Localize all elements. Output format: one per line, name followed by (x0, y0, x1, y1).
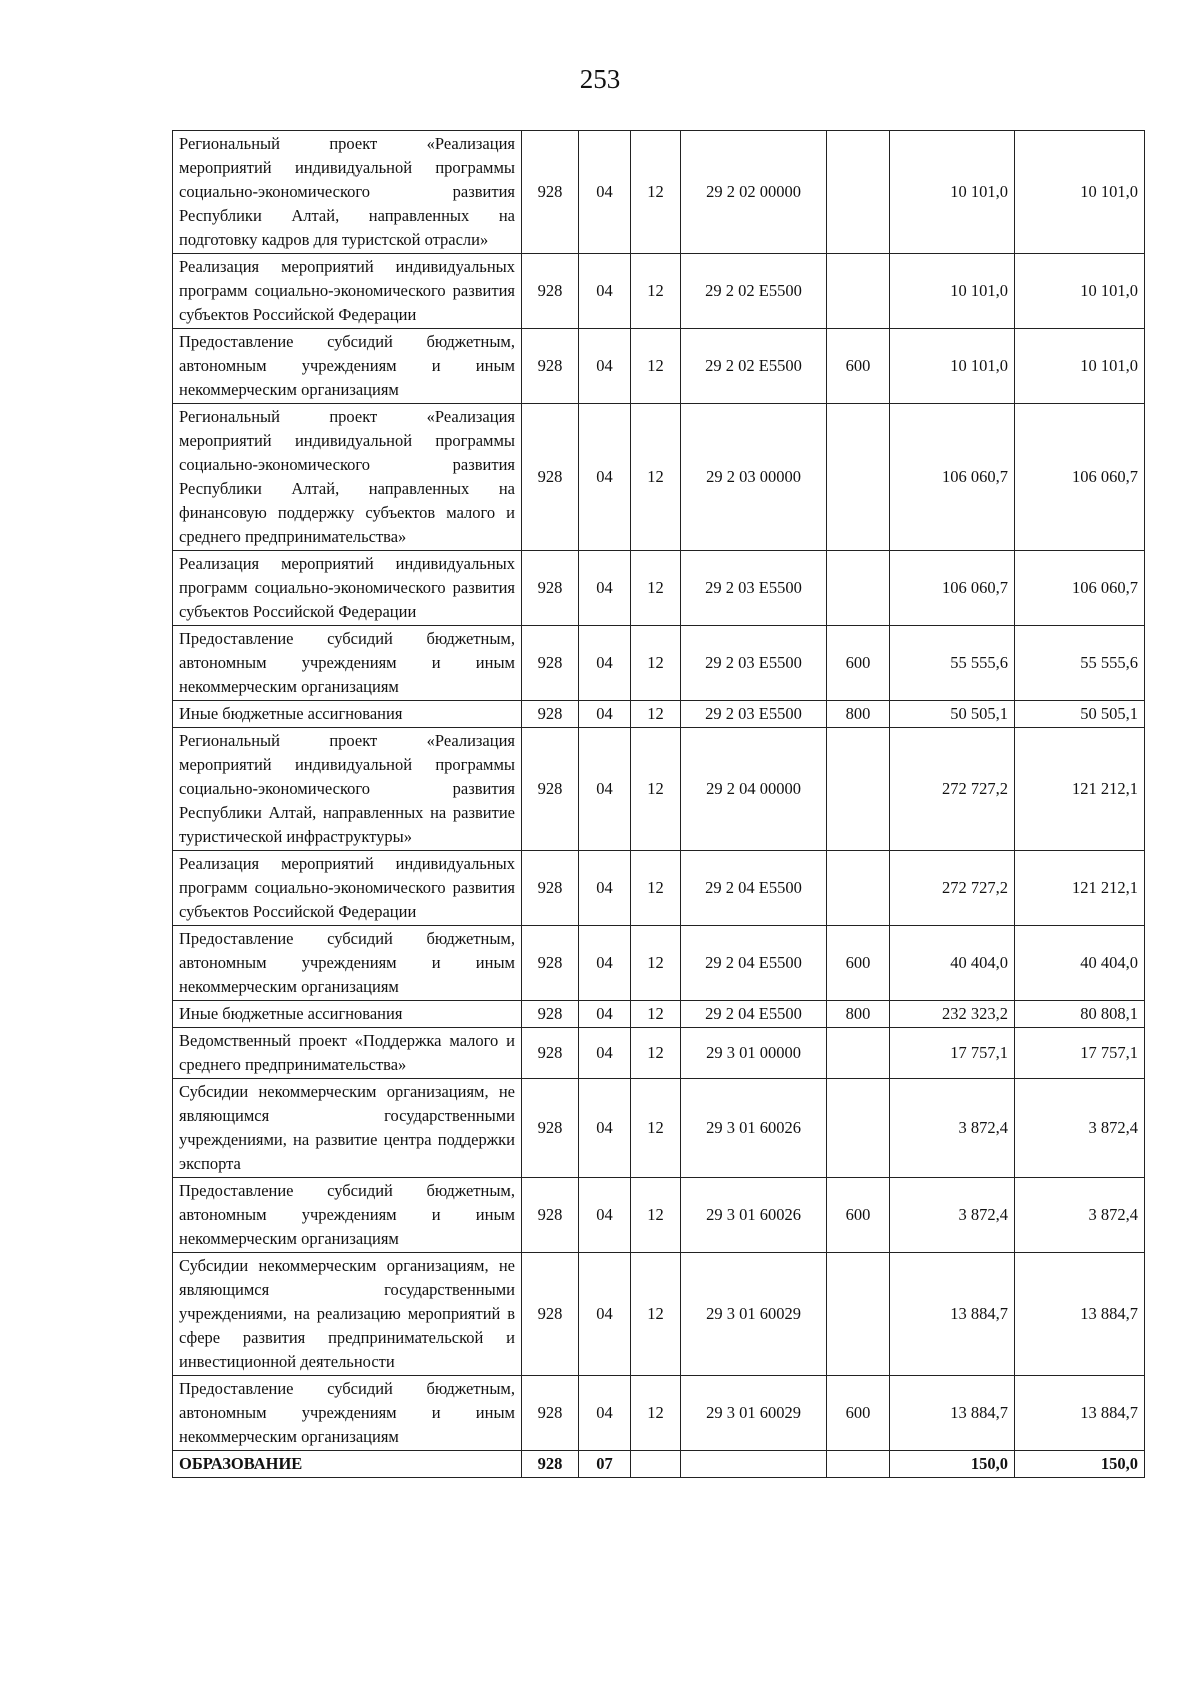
row-amount-2-cell: 121 212,1 (1015, 728, 1145, 851)
table-row (173, 926, 1145, 1001)
row-expense-type-cell (827, 404, 890, 551)
row-amount-2-cell: 10 101,0 (1015, 131, 1145, 254)
row-subsection-cell: 12 (631, 728, 681, 851)
row-section-cell: 04 (579, 404, 631, 551)
row-name-cell: Реализация мероприятий индивидуальных программ социально-экономического развития субъектов Российской Федерации (173, 551, 522, 626)
row-amount-1-cell: 3 872,4 (890, 1178, 1015, 1253)
row-section-cell: 04 (579, 1079, 631, 1178)
row-name-cell: Иные бюджетные ассигнования (173, 1001, 522, 1028)
row-expense-type-cell (827, 728, 890, 851)
row-amount-1-cell: 150,0 (890, 1451, 1015, 1478)
row-amount-2-cell: 10 101,0 (1015, 329, 1145, 404)
row-section-cell: 04 (579, 926, 631, 1001)
row-grbs-cell: 928 (522, 551, 579, 626)
row-section-cell: 04 (579, 851, 631, 926)
row-amount-2-cell: 10 101,0 (1015, 254, 1145, 329)
row-grbs-cell: 928 (522, 254, 579, 329)
row-amount-2-cell: 3 872,4 (1015, 1178, 1145, 1253)
row-expense-type-cell (827, 1451, 890, 1478)
row-name-cell: Иные бюджетные ассигнования (173, 701, 522, 728)
row-target-article-cell: 29 2 04 E5500 (681, 851, 827, 926)
row-target-article-cell: 29 2 03 E5500 (681, 701, 827, 728)
row-amount-1-cell: 106 060,7 (890, 404, 1015, 551)
row-target-article-cell: 29 2 03 E5500 (681, 626, 827, 701)
row-subsection-cell (631, 1451, 681, 1478)
row-expense-type-cell: 600 (827, 1178, 890, 1253)
page-number: 253 (579, 64, 621, 94)
table-row (173, 626, 1145, 701)
table-row (173, 1079, 1145, 1178)
row-target-article-cell: 29 3 01 60026 (681, 1079, 827, 1178)
row-target-article-cell: 29 2 03 00000 (681, 404, 827, 551)
row-expense-type-cell (827, 1028, 890, 1079)
row-section-cell: 04 (579, 626, 631, 701)
row-expense-type-cell: 600 (827, 926, 890, 1001)
row-name-cell: Реализация мероприятий индивидуальных программ социально-экономического развития субъектов Российской Федерации (173, 851, 522, 926)
row-amount-2-cell: 150,0 (1015, 1451, 1145, 1478)
row-grbs-cell: 928 (522, 404, 579, 551)
row-grbs-cell: 928 (522, 926, 579, 1001)
table-row (173, 1376, 1145, 1451)
row-subsection-cell: 12 (631, 1079, 681, 1178)
row-amount-1-cell: 17 757,1 (890, 1028, 1015, 1079)
row-expense-type-cell: 600 (827, 626, 890, 701)
row-name-cell: Региональный проект «Реализация мероприятий индивидуальной программы социально-экономического развития Республики Алтай, направленных на развитие туристической инфраструктуры» (173, 728, 522, 851)
row-section-cell: 04 (579, 1028, 631, 1079)
row-name-cell: Региональный проект «Реализация мероприятий индивидуальной программы социально-экономического развития Республики Алтай, направленных на финансовую поддержку субъектов малого и среднего предпринимательства» (173, 404, 522, 551)
row-amount-2-cell: 80 808,1 (1015, 1001, 1145, 1028)
row-subsection-cell: 12 (631, 701, 681, 728)
row-amount-1-cell: 40 404,0 (890, 926, 1015, 1001)
table-row (173, 1001, 1145, 1028)
row-amount-1-cell: 272 727,2 (890, 728, 1015, 851)
row-grbs-cell: 928 (522, 1253, 579, 1376)
row-name-cell: Предоставление субсидий бюджетным, автономным учреждениям и иным некоммерческим организациям (173, 329, 522, 404)
row-amount-1-cell: 13 884,7 (890, 1253, 1015, 1376)
table-row (173, 701, 1145, 728)
table-row (173, 1178, 1145, 1253)
row-amount-1-cell: 10 101,0 (890, 329, 1015, 404)
row-grbs-cell: 928 (522, 1178, 579, 1253)
row-section-cell: 04 (579, 728, 631, 851)
row-amount-2-cell: 40 404,0 (1015, 926, 1145, 1001)
row-amount-2-cell: 121 212,1 (1015, 851, 1145, 926)
row-amount-2-cell: 55 555,6 (1015, 626, 1145, 701)
row-name-cell: Ведомственный проект «Поддержка малого и среднего предпринимательства» (173, 1028, 522, 1079)
row-grbs-cell: 928 (522, 728, 579, 851)
row-grbs-cell: 928 (522, 131, 579, 254)
row-target-article-cell: 29 2 04 E5500 (681, 926, 827, 1001)
row-target-article-cell: 29 2 02 00000 (681, 131, 827, 254)
row-subsection-cell: 12 (631, 404, 681, 551)
row-amount-2-cell: 3 872,4 (1015, 1079, 1145, 1178)
row-target-article-cell: 29 3 01 60029 (681, 1253, 827, 1376)
row-expense-type-cell (827, 851, 890, 926)
row-grbs-cell: 928 (522, 1001, 579, 1028)
row-name-cell: Предоставление субсидий бюджетным, автономным учреждениям и иным некоммерческим организациям (173, 926, 522, 1001)
row-target-article-cell: 29 3 01 60026 (681, 1178, 827, 1253)
row-subsection-cell: 12 (631, 1376, 681, 1451)
row-amount-1-cell: 10 101,0 (890, 254, 1015, 329)
row-expense-type-cell: 600 (827, 1376, 890, 1451)
row-expense-type-cell: 800 (827, 1001, 890, 1028)
row-name-cell: Региональный проект «Реализация мероприятий индивидуальной программы социально-экономического развития Республики Алтай, направленных на подготовку кадров для туристской отрасли» (173, 131, 522, 254)
row-section-cell: 04 (579, 701, 631, 728)
row-section-cell: 04 (579, 254, 631, 329)
row-target-article-cell: 29 2 04 00000 (681, 728, 827, 851)
row-section-cell: 04 (579, 1178, 631, 1253)
row-name-cell: Предоставление субсидий бюджетным, автономным учреждениям и иным некоммерческим организациям (173, 1178, 522, 1253)
row-subsection-cell: 12 (631, 626, 681, 701)
row-grbs-cell: 928 (522, 626, 579, 701)
row-name-cell: Реализация мероприятий индивидуальных программ социально-экономического развития субъектов Российской Федерации (173, 254, 522, 329)
row-name-cell: Предоставление субсидий бюджетным, автономным учреждениям и иным некоммерческим организациям (173, 1376, 522, 1451)
row-expense-type-cell: 600 (827, 329, 890, 404)
row-target-article-cell: 29 2 03 E5500 (681, 551, 827, 626)
row-subsection-cell: 12 (631, 1253, 681, 1376)
row-subsection-cell: 12 (631, 131, 681, 254)
row-grbs-cell: 928 (522, 851, 579, 926)
row-amount-2-cell: 13 884,7 (1015, 1253, 1145, 1376)
table-row (173, 254, 1145, 329)
row-amount-1-cell: 232 323,2 (890, 1001, 1015, 1028)
row-target-article-cell: 29 3 01 60029 (681, 1376, 827, 1451)
row-section-cell: 04 (579, 551, 631, 626)
row-section-cell: 04 (579, 131, 631, 254)
table-row (173, 1253, 1145, 1376)
row-grbs-cell: 928 (522, 329, 579, 404)
table-row (173, 551, 1145, 626)
row-section-cell: 04 (579, 329, 631, 404)
row-subsection-cell: 12 (631, 926, 681, 1001)
row-amount-2-cell: 13 884,7 (1015, 1376, 1145, 1451)
row-section-cell: 04 (579, 1253, 631, 1376)
table-row (173, 1451, 1145, 1478)
row-section-cell: 04 (579, 1001, 631, 1028)
budget-table-body (173, 131, 1145, 1478)
row-amount-2-cell: 17 757,1 (1015, 1028, 1145, 1079)
row-amount-2-cell: 106 060,7 (1015, 404, 1145, 551)
row-subsection-cell: 12 (631, 254, 681, 329)
row-subsection-cell: 12 (631, 851, 681, 926)
row-grbs-cell: 928 (522, 701, 579, 728)
row-subsection-cell: 12 (631, 1178, 681, 1253)
row-target-article-cell: 29 3 01 00000 (681, 1028, 827, 1079)
row-expense-type-cell (827, 254, 890, 329)
table-row (173, 131, 1145, 254)
row-section-cell: 04 (579, 1376, 631, 1451)
row-amount-1-cell: 272 727,2 (890, 851, 1015, 926)
budget-table (172, 130, 1145, 1478)
row-target-article-cell: 29 2 04 E5500 (681, 1001, 827, 1028)
row-target-article-cell (681, 1451, 827, 1478)
row-amount-1-cell: 13 884,7 (890, 1376, 1015, 1451)
row-name-cell: Субсидии некоммерческим организациям, не являющимся государственными учреждениями, на реализацию мероприятий в сфере развития предпринимательской и инвестиционной деятельности (173, 1253, 522, 1376)
row-amount-1-cell: 3 872,4 (890, 1079, 1015, 1178)
row-amount-1-cell: 106 060,7 (890, 551, 1015, 626)
table-row (173, 728, 1145, 851)
row-amount-2-cell: 106 060,7 (1015, 551, 1145, 626)
row-amount-2-cell: 50 505,1 (1015, 701, 1145, 728)
row-grbs-cell: 928 (522, 1376, 579, 1451)
table-row (173, 404, 1145, 551)
row-expense-type-cell (827, 551, 890, 626)
row-expense-type-cell (827, 1253, 890, 1376)
row-grbs-cell: 928 (522, 1451, 579, 1478)
row-expense-type-cell (827, 131, 890, 254)
row-target-article-cell: 29 2 02 E5500 (681, 254, 827, 329)
table-row (173, 1028, 1145, 1079)
table-row (173, 329, 1145, 404)
row-expense-type-cell (827, 1079, 890, 1178)
row-section-cell: 07 (579, 1451, 631, 1478)
row-amount-1-cell: 55 555,6 (890, 626, 1015, 701)
row-subsection-cell: 12 (631, 551, 681, 626)
row-subsection-cell: 12 (631, 1001, 681, 1028)
row-amount-1-cell: 50 505,1 (890, 701, 1015, 728)
table-row (173, 851, 1145, 926)
row-grbs-cell: 928 (522, 1028, 579, 1079)
row-name-cell: Субсидии некоммерческим организациям, не являющимся государственными учреждениями, на развитие центра поддержки экспорта (173, 1079, 522, 1178)
row-amount-1-cell: 10 101,0 (890, 131, 1015, 254)
row-grbs-cell: 928 (522, 1079, 579, 1178)
row-name-cell: ОБРАЗОВАНИЕ (173, 1451, 522, 1478)
row-expense-type-cell: 800 (827, 701, 890, 728)
row-subsection-cell: 12 (631, 329, 681, 404)
row-subsection-cell: 12 (631, 1028, 681, 1079)
row-name-cell: Предоставление субсидий бюджетным, автономным учреждениям и иным некоммерческим организациям (173, 626, 522, 701)
row-target-article-cell: 29 2 02 E5500 (681, 329, 827, 404)
